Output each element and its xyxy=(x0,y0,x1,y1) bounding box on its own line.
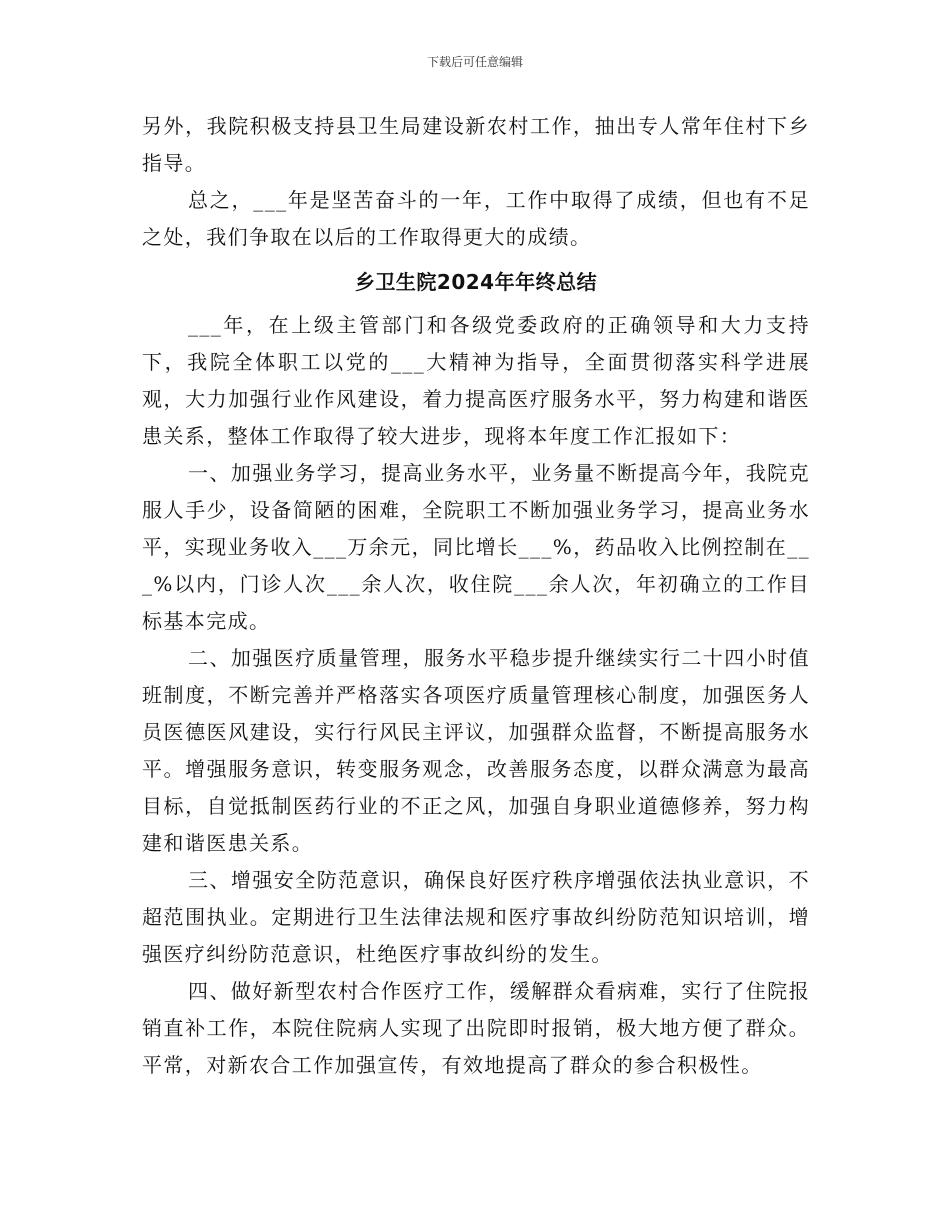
document-title: 乡卫生院2024年年终总结 xyxy=(354,270,598,294)
paragraph-section-2: 二、加强医疗质量管理，服务水平稳步提升继续实行二十四小时值班制度，不断完善并严格落实各项医疗质量管理核心制度，加强医务人员医德医风建设，实行行风民主评议，加强群众监督，不断提高服务水平。增强服务意识，转变服务观念，改善服务态度，以群众满意为最高目标，自觉抵制医药行业的不正之风，加强自身职业道德修养，努力构建和谐医患关系。 xyxy=(142,646,810,855)
paragraph-continuation: 另外，我院积极支持县卫生局建设新农村工作，抽出专人常年住村下乡指导。 xyxy=(142,114,810,175)
paragraph-conclusion: 总之，___年是坚苦奋斗的一年，工作中取得了成绩，但也有不足之处，我们争取在以后的工作取得更大的成绩。 xyxy=(142,188,810,249)
paragraph-section-4: 四、做好新型农村合作医疗工作，缓解群众看病难，实行了住院报销直补工作，本院住院病人实现了出院即时报销，极大地方便了群众。平常，对新农合工作加强宣传，有效地提高了群众的参合积极性。 xyxy=(142,979,810,1077)
paragraph-intro: ___年，在上级主管部门和各级党委政府的正确领导和大力支持下，我院全体职工以党的___大精神为指导，全面贯彻落实科学进展观，大力加强行业作风建设，着力提高医疗服务水平，努力构建和谐医患关系，整体工作取得了较大进步，现将本年度工作汇报如下： xyxy=(142,313,810,448)
paragraph-section-1: 一、加强业务学习，提高业务水平，业务量不断提高今年，我院克服人手少，设备简陋的困难，全院职工不断加强业务学习，提高业务水平，实现业务收入___万余元，同比增长___%，药品收入比例控制在___%以内，门诊人次___余人次，收住院___余人次，年初确立的工作目标基本完成。 xyxy=(142,461,811,633)
page-header-note: 下载后可任意编辑 xyxy=(426,55,523,69)
paragraph-section-3: 三、增强安全防范意识，确保良好医疗秩序增强依法执业意识，不超范围执业。定期进行卫生法律法规和医疗事故纠纷防范知识培训，增强医疗纠纷防范意识，杜绝医疗事故纠纷的发生。 xyxy=(142,868,810,966)
document-body xyxy=(142,108,810,1084)
